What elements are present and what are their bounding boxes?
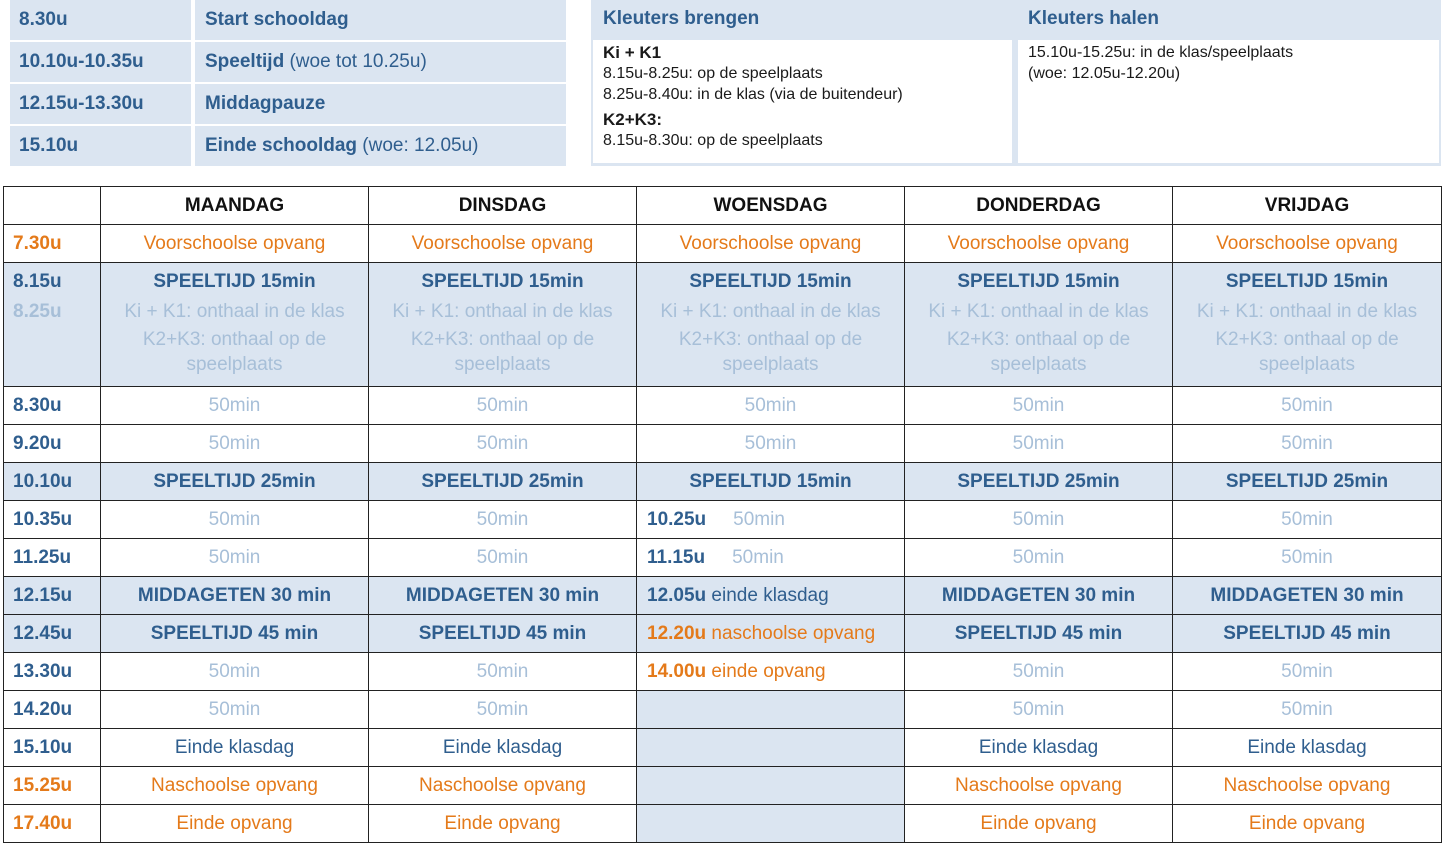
time-cell: 17.40u bbox=[4, 805, 101, 843]
activity-cell: SPEELTIJD 45 min bbox=[1173, 615, 1442, 653]
activity-cell: SPEELTIJD 45 min bbox=[369, 615, 637, 653]
summary-time: 10.10u-10.35u bbox=[10, 42, 191, 82]
activity-cell: 50min bbox=[905, 425, 1173, 463]
activity-cell: 50min bbox=[1173, 387, 1442, 425]
halen-line: 15.10u-15.25u: in de klas/speelplaats bbox=[1028, 44, 1294, 61]
kleuters-halen-title: Kleuters halen bbox=[1016, 0, 1441, 38]
corner-cell bbox=[4, 187, 101, 225]
summary-label: Speeltijd (woe tot 10.25u) bbox=[195, 42, 566, 82]
activity-cell: 14.00u einde opvang bbox=[637, 653, 905, 691]
activity-cell: 50min bbox=[637, 387, 905, 425]
summary-label: Middagpauze bbox=[195, 84, 566, 124]
kleuters-brengen-body bbox=[593, 40, 1012, 163]
summary-time: 12.15u-13.30u bbox=[10, 84, 191, 124]
activity-cell: Einde klasdag bbox=[905, 729, 1173, 767]
schedule-summary bbox=[10, 0, 566, 168]
activity-cell: 50min bbox=[101, 539, 369, 577]
table-row bbox=[4, 729, 1442, 767]
time-cell: 9.20u bbox=[4, 425, 101, 463]
time-cell: 15.10u bbox=[4, 729, 101, 767]
activity-cell: SPEELTIJD 15min Ki + K1: onthaal in de klas K2+K3: onthaal op de speelplaats bbox=[1173, 263, 1442, 387]
activity-cell: 50min bbox=[1173, 501, 1442, 539]
activity-cell: Einde klasdag bbox=[1173, 729, 1442, 767]
activity-cell: MIDDAGETEN 30 min bbox=[101, 577, 369, 615]
activity-cell: 50min bbox=[905, 691, 1173, 729]
summary-row bbox=[10, 126, 566, 166]
table-row bbox=[4, 577, 1442, 615]
table-row bbox=[4, 539, 1442, 577]
activity-cell: Einde opvang bbox=[101, 805, 369, 843]
activity-cell: Einde klasdag bbox=[369, 729, 637, 767]
activity-cell: 50min bbox=[905, 539, 1173, 577]
activity-cell: Einde opvang bbox=[369, 805, 637, 843]
time-cell: 11.25u bbox=[4, 539, 101, 577]
table-row bbox=[4, 501, 1442, 539]
activity-cell: 50min bbox=[369, 653, 637, 691]
time-cell: 10.10u bbox=[4, 463, 101, 501]
activity-cell: SPEELTIJD 15min bbox=[637, 463, 905, 501]
time-cell: 13.30u bbox=[4, 653, 101, 691]
empty-cell bbox=[637, 729, 905, 767]
activity-cell: 50min bbox=[369, 539, 637, 577]
summary-time: 8.30u bbox=[10, 0, 191, 40]
table-row bbox=[4, 691, 1442, 729]
activity-cell: Naschoolse opvang bbox=[101, 767, 369, 805]
activity-cell: SPEELTIJD 25min bbox=[905, 463, 1173, 501]
table-row bbox=[4, 653, 1442, 691]
activity-cell: Naschoolse opvang bbox=[369, 767, 637, 805]
activity-cell: 50min bbox=[1173, 539, 1442, 577]
day-header: WOENSDAG bbox=[637, 187, 905, 225]
brengen-line: 8.15u-8.25u: op de speelplaats bbox=[603, 65, 823, 82]
summary-time: 15.10u bbox=[10, 126, 191, 166]
day-header: MAANDAG bbox=[101, 187, 369, 225]
activity-cell: SPEELTIJD 15min Ki + K1: onthaal in de klas K2+K3: onthaal op de speelplaats bbox=[905, 263, 1173, 387]
time-cell: 15.25u bbox=[4, 767, 101, 805]
activity-cell: Naschoolse opvang bbox=[905, 767, 1173, 805]
table-row bbox=[4, 387, 1442, 425]
activity-cell: 50min bbox=[637, 425, 905, 463]
time-cell: 12.45u bbox=[4, 615, 101, 653]
header-row bbox=[4, 187, 1442, 225]
kleuters-box bbox=[591, 0, 1441, 166]
summary-label: Einde schooldag (woe: 12.05u) bbox=[195, 126, 566, 166]
timetable bbox=[3, 186, 1442, 843]
day-header: DINSDAG bbox=[369, 187, 637, 225]
activity-cell: 50min bbox=[101, 501, 369, 539]
summary-label: Start schooldag bbox=[195, 0, 566, 40]
activity-cell: 50min bbox=[101, 387, 369, 425]
halen-line: (woe: 12.05u-12.20u) bbox=[1028, 65, 1181, 82]
day-header: VRIJDAG bbox=[1173, 187, 1442, 225]
activity-cell: SPEELTIJD 45 min bbox=[905, 615, 1173, 653]
activity-cell: Einde opvang bbox=[1173, 805, 1442, 843]
table-row bbox=[4, 425, 1442, 463]
activity-cell: MIDDAGETEN 30 min bbox=[905, 577, 1173, 615]
summary-row bbox=[10, 42, 566, 82]
activity-cell: 50min bbox=[369, 691, 637, 729]
activity-cell: 50min bbox=[369, 387, 637, 425]
activity-cell: MIDDAGETEN 30 min bbox=[369, 577, 637, 615]
kleuters-brengen-title: Kleuters brengen bbox=[591, 0, 1014, 38]
activity-cell: 50min bbox=[905, 501, 1173, 539]
brengen-line: 8.15u-8.30u: op de speelplaats bbox=[603, 132, 823, 149]
table-row bbox=[4, 263, 1442, 387]
kleuters-halen-body bbox=[1018, 40, 1439, 163]
activity-cell: 50min bbox=[369, 425, 637, 463]
empty-cell bbox=[637, 805, 905, 843]
activity-cell: 12.20u naschoolse opvang bbox=[637, 615, 905, 653]
time-cell: 7.30u bbox=[4, 225, 101, 263]
kleuters-brengen bbox=[591, 0, 1014, 38]
empty-cell bbox=[637, 691, 905, 729]
table-row bbox=[4, 225, 1442, 263]
activity-cell: 50min bbox=[101, 653, 369, 691]
activity-cell: Naschoolse opvang bbox=[1173, 767, 1442, 805]
activity-cell: 50min bbox=[369, 501, 637, 539]
activity-cell: Voorschoolse opvang bbox=[101, 225, 369, 263]
activity-cell: Voorschoolse opvang bbox=[905, 225, 1173, 263]
activity-cell: 50min bbox=[1173, 691, 1442, 729]
activity-cell: SPEELTIJD 15min Ki + K1: onthaal in de klas K2+K3: onthaal op de speelplaats bbox=[369, 263, 637, 387]
activity-cell: 50min bbox=[101, 691, 369, 729]
table-row bbox=[4, 463, 1442, 501]
time-cell: 10.35u bbox=[4, 501, 101, 539]
table-row bbox=[4, 767, 1442, 805]
brengen-line: 8.25u-8.40u: in de klas (via de buitendeur) bbox=[603, 86, 903, 103]
activity-cell: 50min bbox=[1173, 653, 1442, 691]
activity-cell: SPEELTIJD 25min bbox=[101, 463, 369, 501]
activity-cell: 10.25u 50min bbox=[637, 501, 905, 539]
group-ki-k1: Ki + K1 bbox=[603, 43, 662, 62]
kleuters-halen bbox=[1016, 0, 1441, 38]
summary-row bbox=[10, 84, 566, 124]
table-row bbox=[4, 805, 1442, 843]
activity-cell: SPEELTIJD 25min bbox=[369, 463, 637, 501]
activity-cell: SPEELTIJD 15min Ki + K1: onthaal in de klas K2+K3: onthaal op de speelplaats bbox=[101, 263, 369, 387]
activity-cell: 12.05u einde klasdag bbox=[637, 577, 905, 615]
activity-cell: SPEELTIJD 25min bbox=[1173, 463, 1442, 501]
activity-cell: Einde klasdag bbox=[101, 729, 369, 767]
activity-cell: 50min bbox=[1173, 425, 1442, 463]
empty-cell bbox=[637, 767, 905, 805]
activity-cell: SPEELTIJD 15min Ki + K1: onthaal in de klas K2+K3: onthaal op de speelplaats bbox=[637, 263, 905, 387]
activity-cell: 11.15u 50min bbox=[637, 539, 905, 577]
group-k2-k3: K2+K3: bbox=[603, 110, 663, 129]
day-header: DONDERDAG bbox=[905, 187, 1173, 225]
activity-cell: SPEELTIJD 45 min bbox=[101, 615, 369, 653]
activity-cell: 50min bbox=[905, 387, 1173, 425]
time-cell: 12.15u bbox=[4, 577, 101, 615]
activity-cell: Voorschoolse opvang bbox=[1173, 225, 1442, 263]
time-cell: 14.20u bbox=[4, 691, 101, 729]
table-row bbox=[4, 615, 1442, 653]
activity-cell: Einde opvang bbox=[905, 805, 1173, 843]
summary-row bbox=[10, 0, 566, 40]
activity-cell: 50min bbox=[905, 653, 1173, 691]
activity-cell: MIDDAGETEN 30 min bbox=[1173, 577, 1442, 615]
time-cell: 8.15u 8.25u bbox=[4, 263, 101, 387]
activity-cell: 50min bbox=[101, 425, 369, 463]
time-cell: 8.30u bbox=[4, 387, 101, 425]
activity-cell: Voorschoolse opvang bbox=[637, 225, 905, 263]
activity-cell: Voorschoolse opvang bbox=[369, 225, 637, 263]
